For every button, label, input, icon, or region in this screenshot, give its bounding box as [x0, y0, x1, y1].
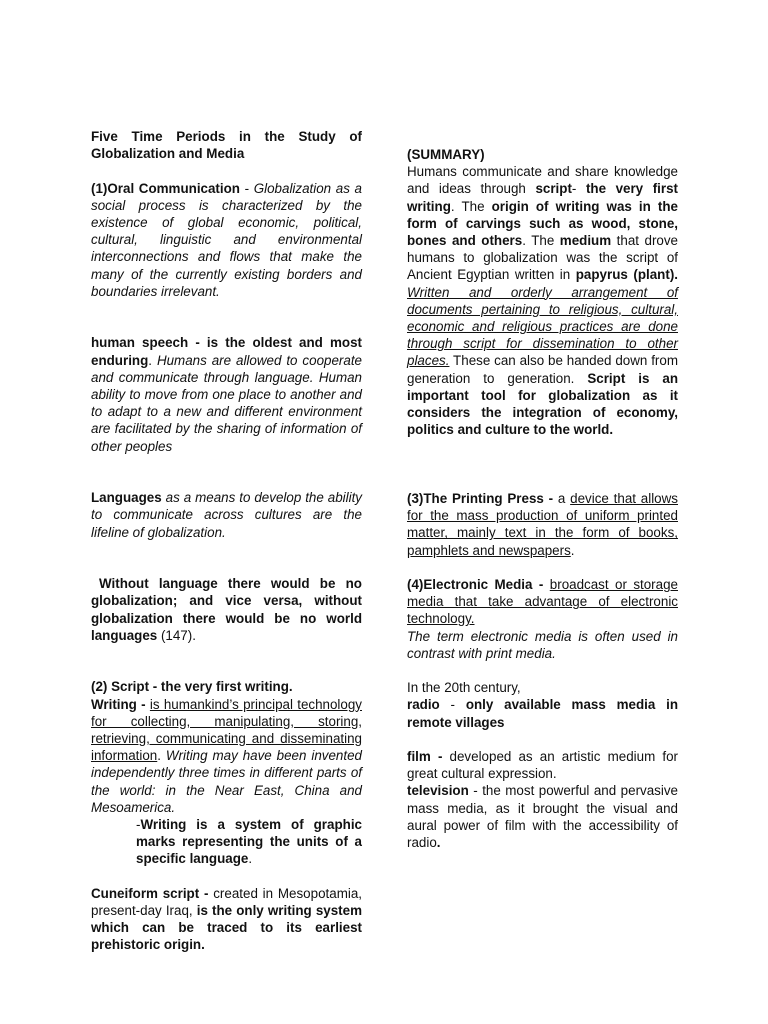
television-description: - the most powerful and pervasive mass media, as it brought the visual and aural power of film with the accessibility of radio	[407, 783, 678, 851]
television-dot: .	[436, 835, 441, 851]
languages-heading: Languages	[91, 490, 162, 506]
television-term: television	[407, 783, 469, 799]
radio-description: only available mass media in remote villages	[407, 697, 678, 730]
speech-dot: .	[148, 352, 157, 368]
film-description: developed as an artistic medium for great cultural expression.	[407, 749, 678, 782]
writing-dot: .	[157, 748, 161, 764]
film-term: film -	[407, 749, 443, 765]
writing-paragraph	[91, 696, 362, 816]
radio-paragraph	[407, 696, 678, 730]
electronic-media-paragraph	[407, 576, 678, 628]
oral-text: Globalization as a social process is characterized by the existence of global economic, political, cultural, linguistic and environmental interconnections and flows that make the many of the currently existing borders and boundaries irrelevant.	[91, 180, 362, 299]
printing-press-definition: device that allows for the mass production of uniform printed matter, mainly text in the form of books, pamphlets and newspapers	[407, 491, 678, 558]
writing-system-text: Writing is a system of graphic marks representing the units of a specific language	[136, 817, 362, 867]
languages-paragraph	[91, 489, 362, 541]
radio-term: radio	[407, 697, 440, 713]
writing-system-dash: -	[136, 817, 141, 833]
printing-press-dot: .	[570, 542, 575, 558]
right-column	[407, 146, 678, 851]
electronic-media-note: The term electronic media is often used in contrast with print media.	[407, 628, 678, 661]
summary-text-7: These can also be handed down from generation to generation.	[407, 353, 678, 386]
television-paragraph	[407, 782, 678, 851]
without-language-paragraph	[91, 575, 362, 644]
cuneiform-paragraph	[91, 885, 362, 954]
left-column	[91, 128, 362, 954]
electronic-media-heading: (4)Electronic Media -	[407, 577, 544, 593]
oral-heading: (1)Oral Communication	[91, 180, 240, 196]
without-language-citation: (147).	[157, 627, 196, 643]
summary-text-4: . The	[522, 233, 560, 249]
without-language-bold: Without language there would be no globalization; and vice versa, without globalization there would be no world languages	[91, 576, 362, 643]
century-line: In the 20th century,	[407, 680, 521, 696]
film-paragraph	[407, 748, 678, 782]
summary-text-3: . The	[450, 198, 492, 214]
summary-bold-3: origin of writing was in the form of carvings such as wood, stone, bones and others	[407, 198, 678, 249]
summary-bold-6: Script is an important tool for globalization as it considers the integration of economy, politics and culture to the world.	[407, 370, 679, 438]
summary-text-5: that drove humans to globalization was the script of Ancient Egyptian written in	[407, 233, 679, 283]
writing-history: Writing may have been invented independently three times in different parts of the world: in the Near East, China and Mesoamerica.	[91, 748, 362, 815]
languages-text: as a means to develop the ability to communicate across cultures are the lifeline of globalization.	[91, 490, 362, 540]
summary-heading: (SUMMARY)	[407, 147, 485, 162]
summary-bold-1: script	[535, 181, 572, 197]
cuneiform-location: created in Mesopotamia, present-day Iraq,	[91, 885, 362, 919]
writing-system-dot: .	[248, 851, 253, 867]
summary-text-1: Humans communicate and share knowledge and ideas through	[407, 164, 678, 197]
writing-system-paragraph	[91, 816, 362, 868]
oral-communication-paragraph	[91, 180, 362, 300]
writing-definition: is humankind’s principal technology for collecting, manipulating, storing, retrieving, communicating and disseminating information	[91, 696, 362, 764]
summary-bold-2: the very first writing	[407, 181, 678, 214]
cuneiform-term: Cuneiform script -	[91, 885, 209, 901]
radio-dash: -	[439, 697, 466, 713]
script-heading: (2) Script - the very first writing.	[91, 679, 293, 695]
speech-text: Humans are allowed to cooperate and communicate through language. Human ability to move from one place to another and to adapt to a new and different environment are facilitated by the sharing of information of other peoples	[91, 352, 362, 454]
speech-heading: human speech - is the oldest and most enduring	[91, 335, 362, 368]
electronic-media-definition: broadcast or storage media that take advantage of electronic technology.	[407, 577, 678, 627]
summary-bold-5: papyrus (plant).	[575, 267, 678, 283]
summary-bold-4: medium	[559, 233, 612, 249]
writing-term: Writing -	[91, 696, 146, 712]
summary-paragraph	[407, 163, 678, 438]
summary-text-2: -	[571, 181, 586, 197]
summary-italic-underline: Written and orderly arrangement of documents pertaining to religious, cultural, economic and religious practices are done through script for dissemination to other places.	[407, 284, 678, 369]
printing-press-paragraph	[407, 490, 678, 559]
printing-press-article: a	[553, 491, 571, 507]
human-speech-paragraph	[91, 334, 362, 454]
document-title: Five Time Periods in the Study of Globalization and Media	[91, 129, 362, 162]
oral-dash: -	[239, 180, 254, 196]
printing-press-heading: (3)The Printing Press -	[407, 491, 554, 507]
cuneiform-significance: is the only writing system which can be traced to its earliest prehistoric origin.	[91, 903, 362, 953]
